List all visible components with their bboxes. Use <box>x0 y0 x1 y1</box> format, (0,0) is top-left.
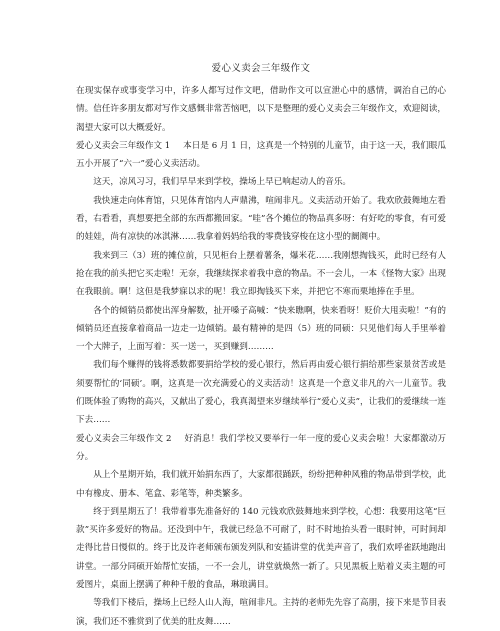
document-title: 爱心义卖会三年级作文 <box>211 63 311 74</box>
essay-2-paragraph: 等我们下楼后，操场上已经人山人海，喧闹非凡。主持的老师先先容了高朋，接下来是节目表演，我们还不雅赏到了优美的肚皮舞…… <box>76 598 446 627</box>
essay-1-paragraph: 我快速走向体育馆，只见体育馆内人声鼎沸，喧闹非凡。义卖活动开始了。我欢欣鼓舞地左看看，右看看，真想要把全部的东西都搬回家。“哇”各个摊位的物品真多呀：有好吃的零食，有可爱的娃娃，尚有凉快的冰淇淋……我拿着妈妈给我的零费钱穿梭在这小型的阛阓中。 <box>76 195 446 243</box>
essay-2-heading: 爱心义卖会三年级作文 2 <box>76 433 172 444</box>
essay-2-paragraph: 从上个星期开始，我们就开始捐东西了，大家都很踊跃，纷纷把种种风雅的物品带到学校，此中有橡皮、册本、笔盒、彩笔等，种类繁多。 <box>76 470 446 499</box>
essay-2-heading-line <box>76 430 446 467</box>
essay-1-lead: 本日是 6 月 1 日，这真是一个特别的儿童节，由于这一天，我们眼瓜五小开展了“六一”爱心义卖活动。 <box>76 140 446 170</box>
essay-1-heading: 爱心义卖会三年级作文 1 <box>76 140 171 151</box>
essay-1-heading-line <box>76 137 446 174</box>
intro-paragraph: 在现实保存或事变学习中，许多人都写过作文吧，借助作文可以宣泄心中的感情，调治自己的心情。信任许多朋友都对写作文感慨非常苦恼吧，以下是整理的爱心义卖会三年级作文，欢迎阅读，渴望大家可以大概爱好。 <box>76 86 446 133</box>
essay-1-paragraph: 这天，凉风习习，我们早早来到学校，操场上早已响起动人的音乐。 <box>93 177 352 188</box>
essay-1-paragraph: 我们每个赚得的钱将悉数都要捐给学校的爱心银行，然后再由爱心银行捐给那些家景贫苦或是须要帮忙的‘同硕’。啊，这真是一次充满爱心的义卖活动！这真是一个意义非凡的六一儿童节。我们既体验了购物的高兴，又献出了爱心，我真渴望来岁继续举行“爱心义卖”，让我们的爱继续一连下去…… <box>76 360 446 426</box>
essay-1-paragraph: 我来到三（3）班的摊位前，只见柜台上摆着薯条，爆米花……我刚想掏钱买，此时已经有人抢在我的前头把它买走啦！无奈，我继续探求着我中意的物品。不一会儿，一本《怪物大家》出现在我眼前。啊！这但是我梦寐以求的呢！我立即掏钱买下来，并把它不寒而栗地捧在手里。 <box>76 250 446 298</box>
essay-2-paragraph: 终于到星期五了！我带着事先准备好的 140 元钱欢欣鼓舞地来到学校，心想：我要用这笔“巨款”买许多爱好的物品。还没到中午，我就已经急不可耐了，时不时地抬头看一眼时钟，可时间却走得比昔日慢似的。终于比及许老师颁布颁发列队和安插讲堂的优美声音了，我们欢呼雀跃地跑出讲堂。一部分同硕开始帮忙安插，一不一会儿，讲堂就焕然一新了。只见黑板上贴着义卖主题的可爱图片，桌面上摆满了种种千般的食品，琳琅满目。 <box>76 506 447 591</box>
essay-1-paragraph: 各个的倾销员都使出浑身解数，扯开嗓子高喊：“快来瞧啊，快来看呀！贬价大甩卖啦！”有的倾销员还直接拿着商品一边走一边倾销。最有精神的是四（5）班的同硕：只见他们每人手里举着一个大牌子，上面写着：买一送一，买到赚到……… <box>76 305 446 353</box>
essay-2-lead: 好消息！我们学校又要举行一年一度的爱心义卖会啦！大家都激动万分。 <box>76 433 446 462</box>
